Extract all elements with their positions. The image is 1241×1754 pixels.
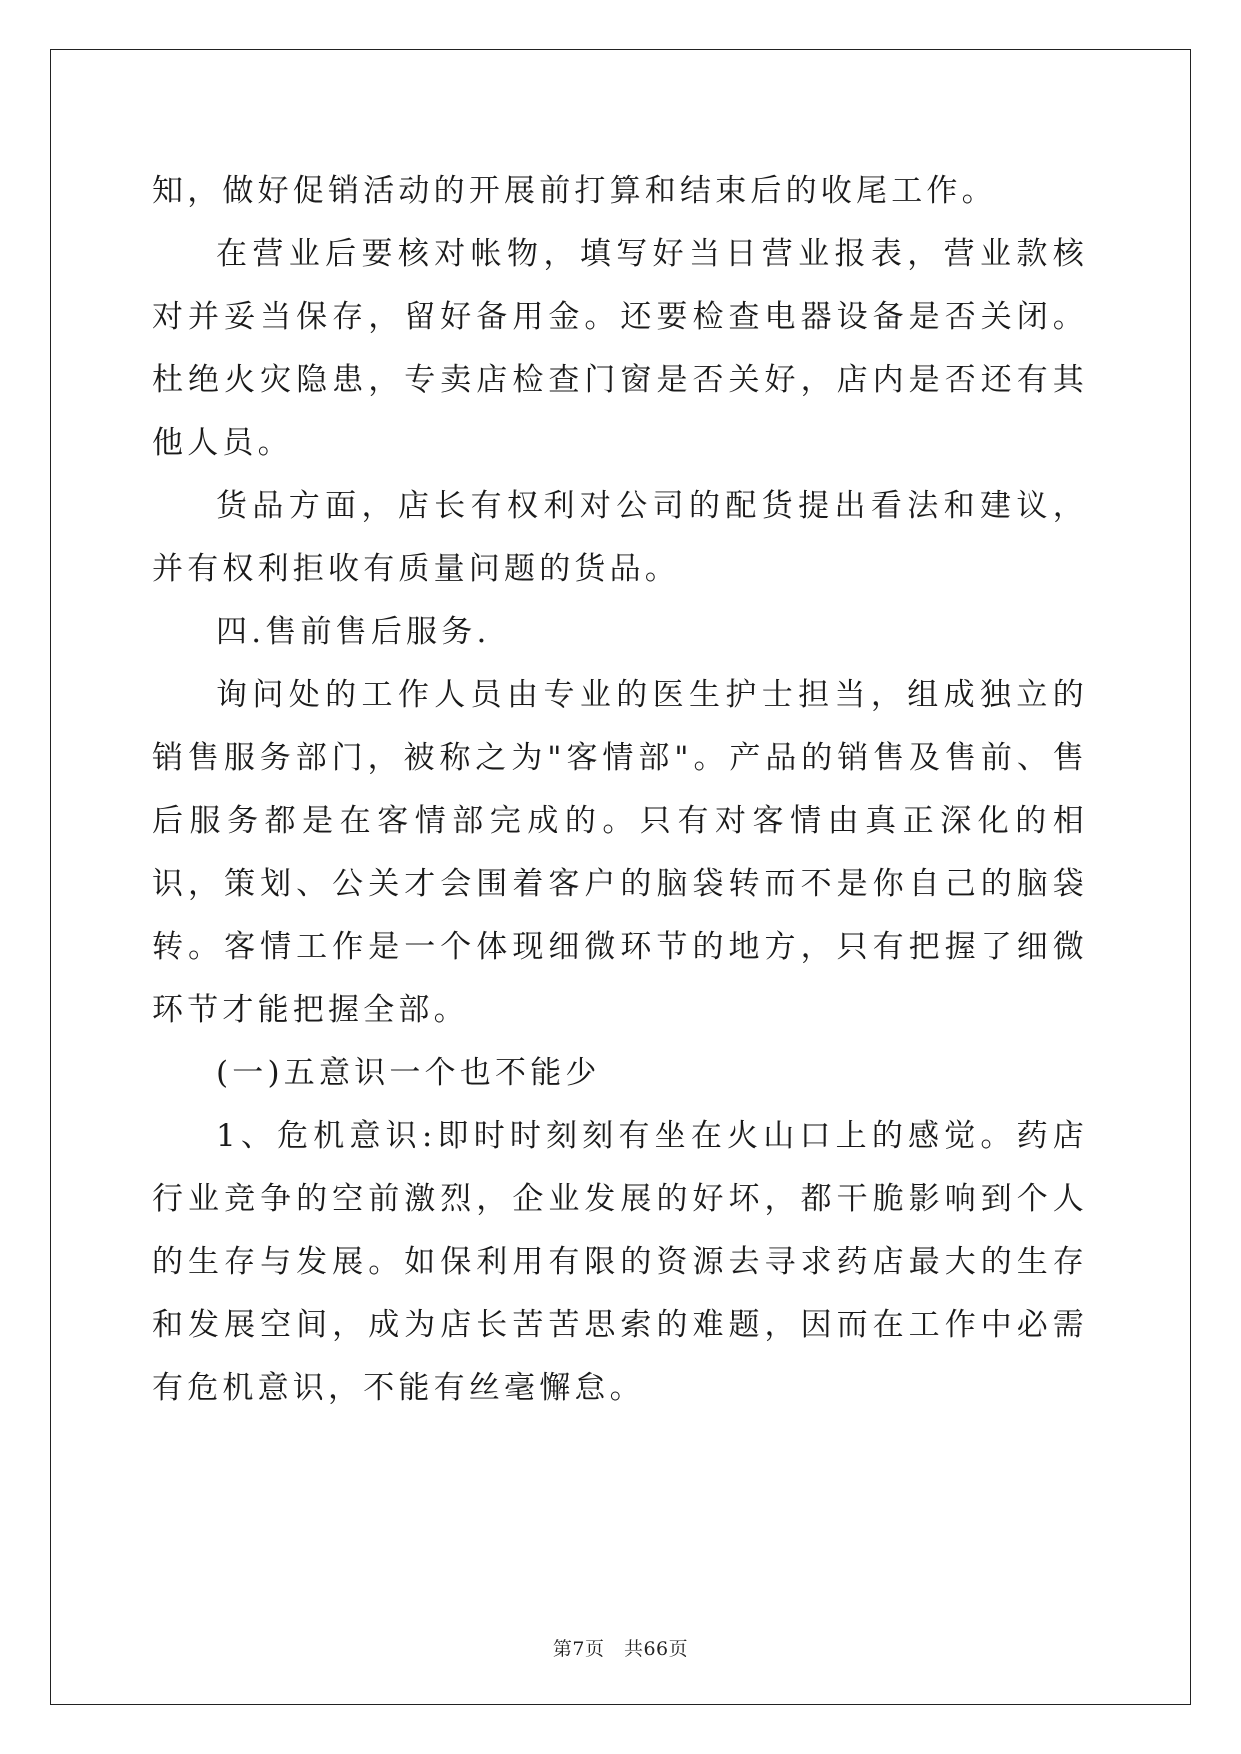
- paragraph-3: 货品方面，店长有权利对公司的配货提出看法和建议，并有权利拒收有质量问题的货品。: [152, 488, 1088, 587]
- page-number-footer: 第7页 共66页: [552, 1638, 689, 1660]
- paragraph-7: 1、危机意识:即时时刻刻有坐在火山口上的感觉。药店行业竞争的空前激烈，企业发展的好坏，都干脆影响到个人的生存与发展。如保利用有限的资源去寻求药店最大的生存和发展空间，成为店长苦苦思索的难题，因而在工作中必需有危机意识，不能有丝毫懈怠。: [152, 1118, 1088, 1406]
- document-body: [152, 160, 1088, 1420]
- subsection-heading-1: (一)五意识一个也不能少: [216, 1055, 601, 1091]
- paragraph-2: 在营业后要核对帐物，填写好当日营业报表，营业款核对并妥当保存，留好备用金。还要检查电器设备是否关闭。杜绝火灾隐患，专卖店检查门窗是否关好，店内是否还有其他人员。: [152, 236, 1088, 461]
- paragraph-5: 询问处的工作人员由专业的医生护士担当，组成独立的销售服务部门，被称之为"客情部"。产品的销售及售前、售后服务都是在客情部完成的。只有对客情由真正深化的相识，策划、公关才会围着客户的脑袋转而不是你自己的脑袋转。客情工作是一个体现细微环节的地方，只有把握了细微环节才能把握全部。: [152, 677, 1088, 1028]
- section-heading-4: 四.售前售后服务.: [216, 614, 491, 650]
- paragraph-1: 知，做好促销活动的开展前打算和结束后的收尾工作。: [152, 173, 997, 209]
